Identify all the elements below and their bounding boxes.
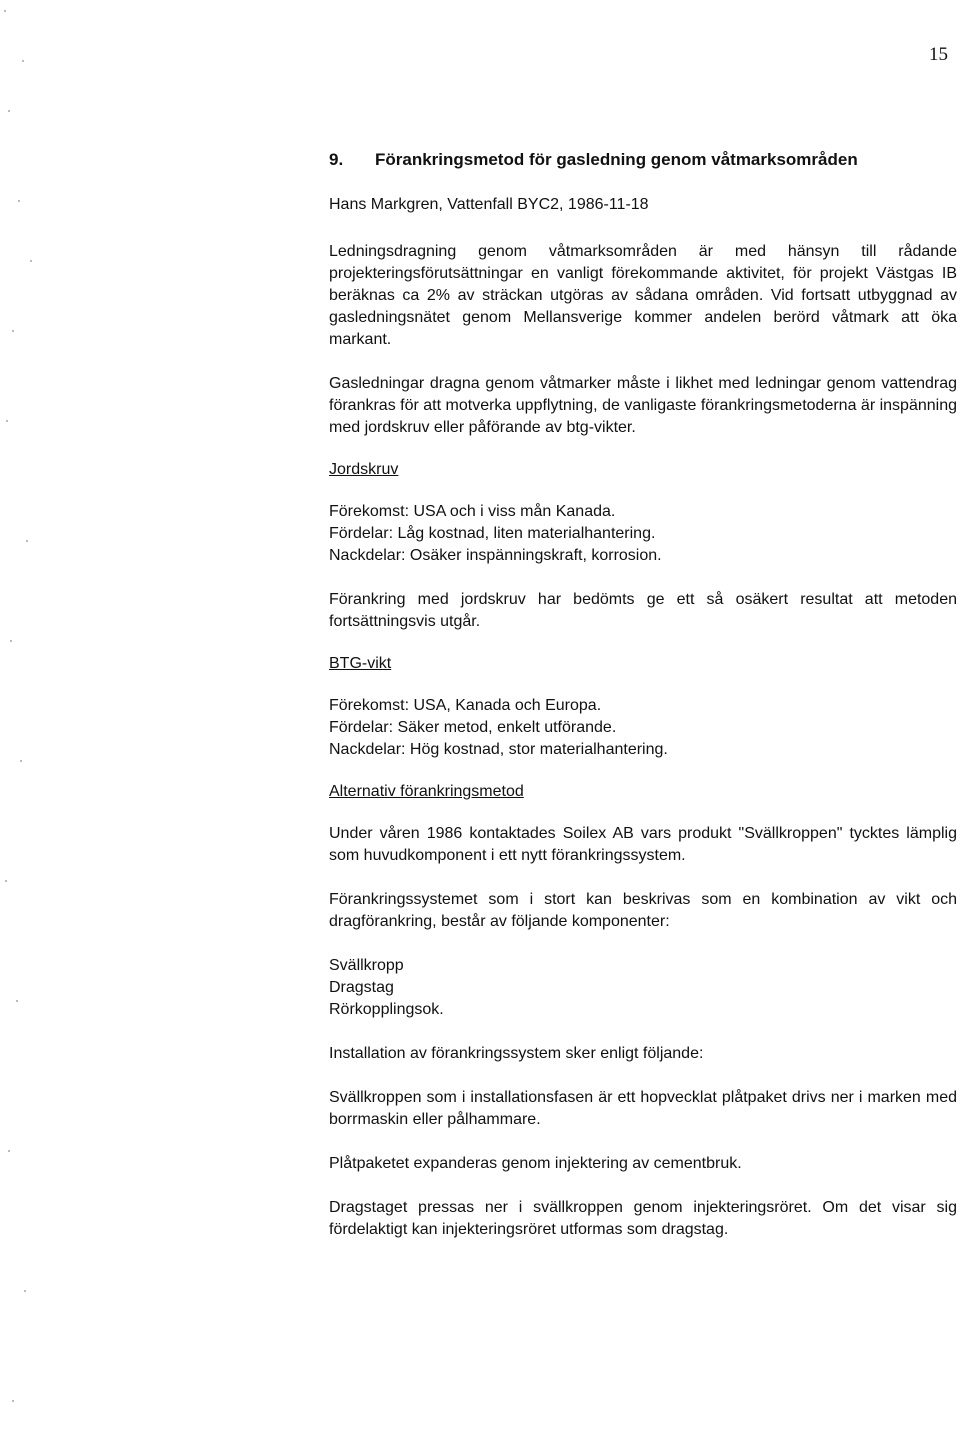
jordskruv-conclusion: Förankring med jordskruv har bedömts ge ett så osäkert resultat att metoden fortsättningsvis utgår.: [329, 591, 957, 630]
heading-alternativ: Alternativ förankringsmetod: [329, 783, 524, 800]
section-number: 9.: [329, 150, 344, 169]
jordskruv-disadvantages: Nackdelar: Osäker inspänningskraft, korrosion.: [329, 547, 662, 564]
intro-paragraph: Ledningsdragning genom våtmarksområden är med hänsyn till rådande projekteringsförutsättningar en vanligt förekommande aktivitet, för projekt Västgas IB beräknas ca 2% av sträckan utgöras av sådana områden. Vid fortsatt utbyggnad av gasledningsnätet genom Mellansverige kommer andelen berörd våtmark att öka markant.: [329, 243, 957, 348]
jordskruv-occurrence: Förekomst: USA och i viss mån Kanada.: [329, 503, 616, 520]
author-line: Hans Markgren, Vattenfall BYC2, 1986-11-18: [329, 196, 649, 213]
installation-step-1: Svällkroppen som i installationsfasen är ett hopvecklat plåtpaket drivs ner i marken med borrmaskin eller pålhammare.: [329, 1089, 957, 1128]
btg-occurrence: Förekomst: USA, Kanada och Europa.: [329, 697, 602, 714]
component-item: Dragstag: [329, 979, 394, 996]
component-item: Svällkropp: [329, 957, 404, 974]
section-title: [329, 150, 957, 170]
jordskruv-facts: [329, 501, 957, 567]
btg-facts: [329, 695, 957, 761]
component-list: [329, 955, 957, 1021]
page-number: 15: [929, 44, 948, 65]
section-title-text: Förankringsmetod för gasledning genom våtmarksområden: [375, 150, 858, 169]
btg-advantages: Fördelar: Säker metod, enkelt utförande.: [329, 719, 617, 736]
heading-jordskruv: Jordskruv: [329, 461, 399, 478]
alternativ-paragraph-2: Förankringssystemet som i stort kan beskrivas som en kombination av vikt och dragförankring, består av följande komponenter:: [329, 891, 957, 930]
alternativ-paragraph-1: Under våren 1986 kontaktades Soilex AB vars produkt "Svällkroppen" tycktes lämplig som huvudkomponent i ett nytt förankringssystem.: [329, 825, 957, 864]
installation-step-2: Plåtpaketet expanderas genom injektering av cementbruk.: [329, 1155, 742, 1172]
installation-intro: Installation av förankringssystem sker enligt följande:: [329, 1045, 704, 1062]
document-body: [329, 150, 957, 1263]
btg-disadvantages: Nackdelar: Hög kostnad, stor materialhantering.: [329, 741, 668, 758]
component-item: Rörkopplingsok.: [329, 1001, 444, 1018]
scan-edge-marks: [0, 0, 40, 1447]
jordskruv-advantages: Fördelar: Låg kostnad, liten materialhantering.: [329, 525, 656, 542]
anchoring-paragraph: Gasledningar dragna genom våtmarker måste i likhet med ledningar genom vattendrag förankras för att motverka uppflytning, de vanligaste förankringsmetoderna är inspänning med jordskruv eller påförande av btg-vikter.: [329, 375, 957, 436]
installation-step-3: Dragstaget pressas ner i svällkroppen genom injekteringsröret. Om det visar sig fördelaktigt kan injekteringsröret utformas som dragstag.: [329, 1199, 957, 1238]
heading-btg-vikt: BTG-vikt: [329, 655, 392, 672]
